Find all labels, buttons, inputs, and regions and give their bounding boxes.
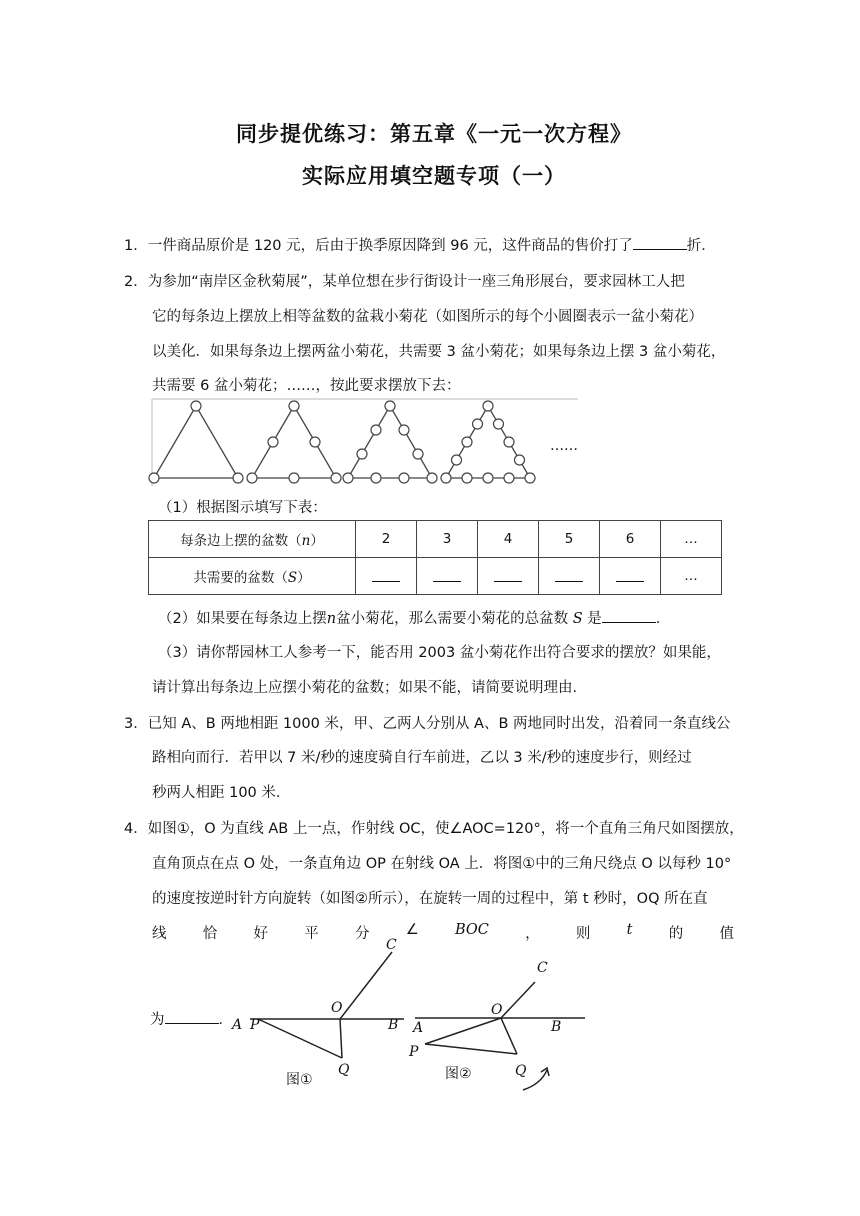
table-cell: … xyxy=(661,521,722,558)
question-2 xyxy=(124,270,685,291)
page-subtitle: 实际应用填空题专项（一） xyxy=(302,164,566,188)
answer-blank[interactable] xyxy=(165,1009,219,1024)
flower-pot-circle xyxy=(149,473,159,483)
table-cell: … xyxy=(661,558,722,595)
flower-pot-circle xyxy=(289,473,299,483)
question-2-line4: 共需要 6 盆小菊花；……，按此要求摆放下去： xyxy=(152,378,461,394)
triangle-outline xyxy=(154,406,238,478)
flower-pot-circle xyxy=(483,401,493,411)
flower-pot-circle xyxy=(473,419,483,429)
question-number: 3． xyxy=(124,716,148,732)
question-2-sub1: （1）根据图示填写下表： xyxy=(158,500,327,516)
svg-text:O: O xyxy=(491,1002,503,1018)
page-title: 同步提优练习：第五章《一元一次方程》 xyxy=(236,122,632,146)
flower-pot-circle xyxy=(357,449,367,459)
question-3-line3: 秒两人相距 100 米． xyxy=(152,785,291,801)
triangle-outline xyxy=(252,406,336,478)
flower-pot-circle xyxy=(515,455,525,465)
table-answer-cell[interactable] xyxy=(478,558,539,595)
question-1 xyxy=(124,234,716,255)
table-cell: 3 xyxy=(417,521,478,558)
flower-pot-circle xyxy=(247,473,257,483)
flower-pot-circle xyxy=(343,473,353,483)
flower-pot-circle xyxy=(525,473,535,483)
svg-text:P: P xyxy=(250,1017,260,1033)
table-cell: 4 xyxy=(478,521,539,558)
table-answer-cell[interactable] xyxy=(356,558,417,595)
question-2-sub3-line2: 请计算出每条边上应摆小菊花的盆数；如果不能，请简要说明理由． xyxy=(152,680,587,696)
flower-pot-circle xyxy=(413,449,423,459)
question-text: 如图①，O 为直线 AB 上一点，作射线 OC，使∠AOC=120°，将一个直角三角尺如图摆放， xyxy=(147,821,744,837)
question-4-line3: 的速度按逆时针方向旋转（如图②所示），在旋转一周的过程中，第 t 秒时，OQ 所在直 xyxy=(152,891,708,907)
table-header-cell: 共需要的盆数（S） xyxy=(149,558,356,595)
question-number: 4． xyxy=(124,821,148,837)
table-row xyxy=(149,521,722,558)
question-text: 已知 A、B 两地相距 1000 米，甲、乙两人分别从 A、B 两地同时出发，沿着同一条直线公 xyxy=(147,716,731,732)
table-answer-cell[interactable] xyxy=(600,558,661,595)
flower-pot-circle xyxy=(504,437,514,447)
answer-blank[interactable] xyxy=(633,235,687,250)
question-4-line4: 线 恰 好 平 分 ∠ BOC ， 则 t 的 值 xyxy=(152,922,734,942)
flower-pot-circle xyxy=(289,401,299,411)
question-number: 1． xyxy=(124,238,148,254)
flower-pot-circle xyxy=(191,401,201,411)
figure-2 xyxy=(405,958,595,1098)
question-text: 为参加“南岸区金秋菊展”，某单位想在步行街设计一座三角形展台，要求园林工人把 xyxy=(147,274,685,290)
answer-blank[interactable] xyxy=(602,608,656,623)
table-row xyxy=(149,558,722,595)
question-4-line5: 为 ． xyxy=(150,1008,233,1029)
question-4-line2: 直角顶点在点 O 处，一条直角边 OP 在射线 OA 上．将图①中的三角尺绕点 O 以每秒 10° xyxy=(152,856,732,872)
triangle-outline xyxy=(446,406,530,478)
svg-text:O: O xyxy=(331,1000,343,1016)
table-answer-cell[interactable] xyxy=(417,558,478,595)
question-2-sub3-line1: （3）请你帮园林工人参考一下，能否用 2003 盆小菊花作出符合要求的摆放？如果能， xyxy=(158,645,721,661)
flower-count-table xyxy=(148,520,722,595)
flower-pot-circle xyxy=(233,473,243,483)
svg-text:A: A xyxy=(413,1020,424,1036)
question-2-line3: 以美化．如果每条边上摆两盆小菊花，共需要 3 盆小菊花；如果每条边上摆 3 盆小菊花， xyxy=(152,344,726,360)
flower-pot-circle xyxy=(331,473,341,483)
flower-pot-circle xyxy=(504,473,514,483)
table-answer-cell[interactable] xyxy=(539,558,600,595)
question-number: 2． xyxy=(124,274,148,290)
flower-pot-circle xyxy=(399,473,409,483)
flower-pot-circle xyxy=(441,473,451,483)
svg-text:Q: Q xyxy=(338,1062,350,1078)
figure-1-caption: 图① xyxy=(286,1072,313,1088)
flower-pot-circle xyxy=(462,437,472,447)
svg-text:B: B xyxy=(551,1019,562,1035)
question-3-line2: 路相向而行．若甲以 7 米/秒的速度骑自行车前进，乙以 3 米/秒的速度步行，则经过 xyxy=(152,750,692,766)
flower-pot-circle xyxy=(310,437,320,447)
question-3 xyxy=(124,712,731,733)
flower-pot-circle xyxy=(452,455,462,465)
svg-text:C: C xyxy=(537,960,548,976)
question-text: 一件商品原价是 120 元，后由于换季原因降到 96 元，这件商品的售价打了 xyxy=(147,238,633,254)
triangle-outline xyxy=(348,406,432,478)
triangle-flower-figure xyxy=(148,398,588,490)
question-4 xyxy=(124,817,744,838)
flower-pot-circle xyxy=(371,425,381,435)
flower-pot-circle xyxy=(371,473,381,483)
svg-text:Q: Q xyxy=(515,1063,527,1079)
svg-text:B: B xyxy=(388,1017,399,1033)
table-cell: 5 xyxy=(539,521,600,558)
flower-pot-circle xyxy=(268,437,278,447)
flower-pot-circle xyxy=(494,419,504,429)
svg-text:C: C xyxy=(386,937,397,953)
flower-pot-circle xyxy=(462,473,472,483)
table-cell: 6 xyxy=(600,521,661,558)
svg-text:A: A xyxy=(232,1017,243,1033)
flower-pot-circle xyxy=(399,425,409,435)
question-2-line2: 它的每条边上摆放上相等盆数的盆栽小菊花（如图所示的每个小圆圈表示一盆小菊花） xyxy=(152,309,703,325)
table-cell: 2 xyxy=(356,521,417,558)
question-2-sub2: （2）如果要在每条边上摆n盆小菊花，那么需要小菊花的总盆数 S 是 ． xyxy=(158,607,670,628)
svg-text:P: P xyxy=(409,1044,419,1060)
figure-1 xyxy=(228,932,418,1092)
flower-pot-circle xyxy=(385,401,395,411)
table-header-cell: 每条边上摆的盆数（n） xyxy=(149,521,356,558)
flower-pot-circle xyxy=(483,473,493,483)
figure-2-caption: 图② xyxy=(445,1066,472,1082)
figure-ellipsis: …… xyxy=(550,438,578,454)
question-text: 折． xyxy=(686,238,716,254)
flower-pot-circle xyxy=(427,473,437,483)
